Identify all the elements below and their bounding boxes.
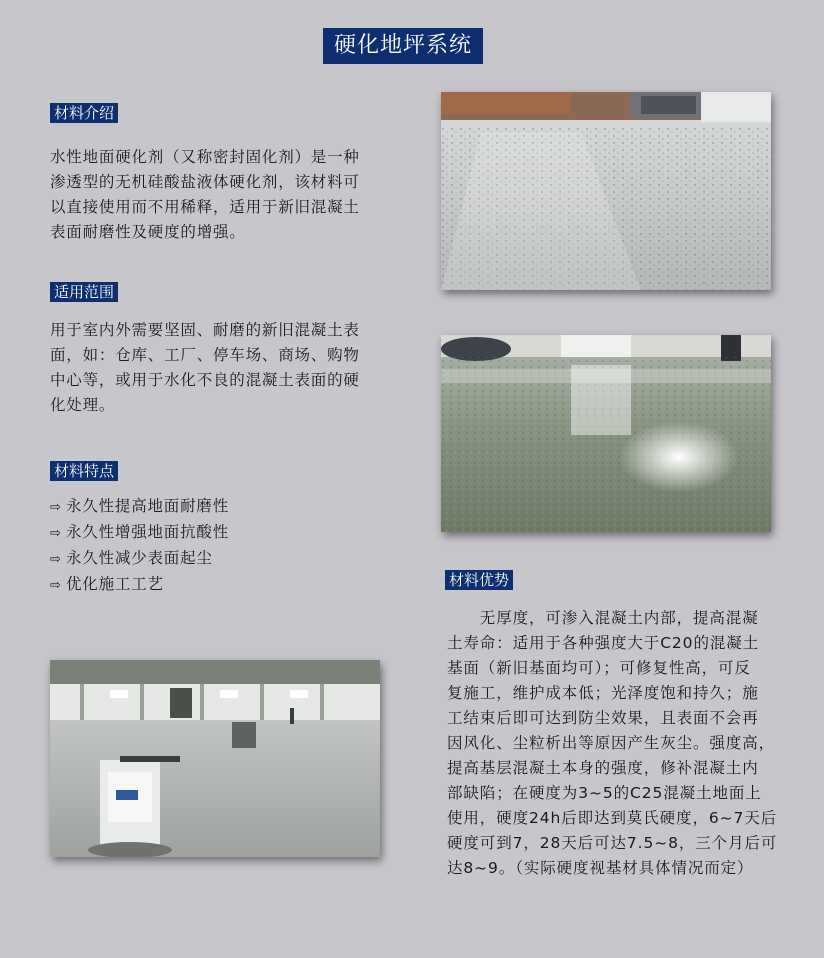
photo-warehouse-floor-machine xyxy=(50,660,380,857)
arrow-right-icon: ⇨ xyxy=(50,578,62,593)
advantages-heading: 材料优势 xyxy=(445,570,513,590)
advantages-line: 基面（新旧基面均可）；可修复性高，可反 xyxy=(447,659,751,677)
arrow-right-icon: ⇨ xyxy=(50,552,62,567)
scope-line: 中心等，或用于水化不良的混凝土表面的硬 xyxy=(50,371,360,389)
page-title: 硬化地坪系统 xyxy=(323,28,483,64)
intro-text xyxy=(50,145,360,245)
scope-line: 化处理。 xyxy=(50,396,116,414)
feature-label: 永久性增强地面抗酸性 xyxy=(66,523,230,541)
feature-item xyxy=(50,546,229,572)
feature-item xyxy=(50,572,229,598)
scope-text xyxy=(50,318,360,418)
feature-item xyxy=(50,520,229,546)
feature-label: 永久性减少表面起尘 xyxy=(66,549,213,567)
advantages-line: 达8~9。（实际硬度视基材具体情况而定） xyxy=(447,859,754,877)
advantages-text xyxy=(447,606,777,881)
photo-polished-floor-parking xyxy=(441,92,771,290)
intro-line: 水性地面硬化剂（又称密封固化剂）是一种 xyxy=(50,148,360,166)
advantages-line: 部缺陷；在硬度为3~5的C25混凝土地面上 xyxy=(447,784,762,802)
feature-label: 永久性提高地面耐磨性 xyxy=(66,497,230,515)
features-heading: 材料特点 xyxy=(50,461,118,481)
photo-polished-floor-reflective xyxy=(441,335,771,532)
arrow-right-icon: ⇨ xyxy=(50,500,62,515)
advantages-line: 因风化、尘粒析出等原因产生灰尘。强度高， xyxy=(447,734,776,752)
advantages-line: 复施工，维护成本低；光泽度饱和持久；施 xyxy=(447,684,759,702)
intro-line: 以直接使用而不用稀释，适用于新旧混凝土 xyxy=(50,198,360,216)
advantages-line: 工结束后即可达到防尘效果，且表面不会再 xyxy=(447,709,759,727)
intro-line: 表面耐磨性及硬度的增强。 xyxy=(50,223,246,241)
features-list xyxy=(50,494,229,598)
advantages-line: 使用，硬度24h后即达到莫氏硬度，6~7天后 xyxy=(447,809,778,827)
feature-label: 优化施工工艺 xyxy=(66,575,164,593)
advantages-line: 无厚度，可渗入混凝土内部，提高混凝 xyxy=(447,609,759,627)
feature-item xyxy=(50,494,229,520)
advantages-line: 提高基层混凝土本身的强度，修补混凝土内 xyxy=(447,759,759,777)
scope-heading: 适用范围 xyxy=(50,282,118,302)
arrow-right-icon: ⇨ xyxy=(50,526,62,541)
scope-line: 用于室内外需要坚固、耐磨的新旧混凝土表 xyxy=(50,321,360,339)
intro-line: 渗透型的无机硅酸盐液体硬化剂，该材料可 xyxy=(50,173,360,191)
advantages-line: 硬度可到7，28天后可达7.5~8，三个月后可 xyxy=(447,834,778,852)
scope-line: 面，如：仓库、工厂、停车场、商场、购物 xyxy=(50,346,360,364)
intro-heading: 材料介绍 xyxy=(50,103,118,123)
advantages-line: 土寿命：适用于各种强度大于C20的混凝土 xyxy=(447,634,760,652)
